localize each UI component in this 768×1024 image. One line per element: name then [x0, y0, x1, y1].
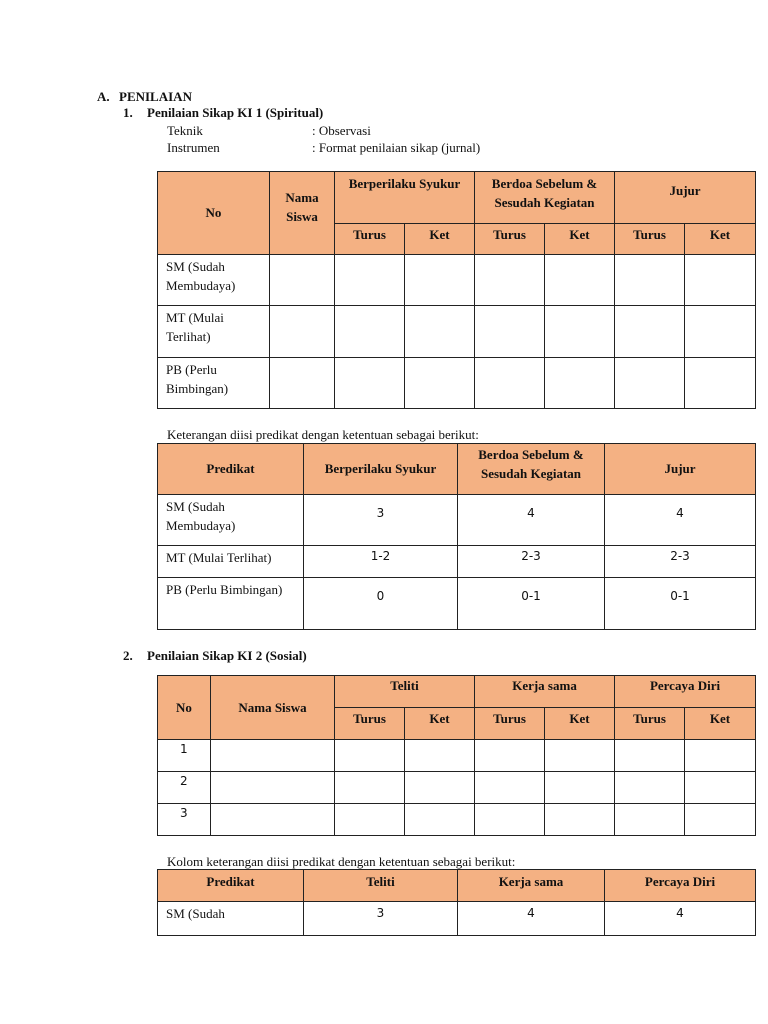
row-label: SM (Sudah [158, 902, 304, 936]
table-cell [545, 740, 615, 772]
header-ket: Ket [405, 708, 475, 740]
value-cell: 4 [458, 902, 605, 936]
header-ket: Ket [545, 708, 615, 740]
row-number: 3 [158, 804, 211, 836]
table-cell [685, 804, 756, 836]
row-label: SM (Sudah Membudaya) [158, 255, 270, 306]
table-cell [615, 306, 685, 358]
table-cell [405, 306, 475, 358]
table-row [158, 546, 756, 578]
header-berperilaku-syukur: Berperilaku Syukur [335, 172, 475, 224]
row-label: MT (Mulai Terlihat) [158, 546, 304, 578]
teknik-label: Teknik [167, 123, 203, 138]
table-cell [475, 772, 545, 804]
table-cell [335, 255, 405, 306]
table-row [158, 902, 756, 936]
table-cell [475, 306, 545, 358]
value-cell: 0-1 [458, 578, 605, 630]
table-cell [335, 306, 405, 358]
table-cell [405, 772, 475, 804]
table-row [158, 804, 756, 836]
note-keterangan-1: Keterangan diisi predikat dengan ketentuan sebagai berikut: [167, 427, 479, 442]
row-number: 1 [158, 740, 211, 772]
section-letter: A. [97, 89, 110, 104]
header-percaya-diri: Percaya Diri [615, 676, 756, 708]
row-label: PB (Perlu Bimbingan) [158, 358, 270, 409]
header-kerja-sama: Kerja sama [458, 870, 605, 902]
table-predikat-sosial [157, 869, 756, 936]
header-predikat: Predikat [158, 444, 304, 495]
instrumen-label: Instrumen [167, 140, 220, 155]
table-cell [475, 804, 545, 836]
header-ket: Ket [685, 224, 756, 255]
table-cell [685, 740, 756, 772]
table-cell [685, 358, 756, 409]
table-row [158, 495, 756, 546]
table-cell [211, 804, 335, 836]
table-cell [211, 740, 335, 772]
header-predikat: Predikat [158, 870, 304, 902]
table-cell [615, 255, 685, 306]
header-turus: Turus [475, 224, 545, 255]
table-cell [545, 772, 615, 804]
header-teliti: Teliti [335, 676, 475, 708]
header-turus: Turus [615, 224, 685, 255]
table-spiritual-journal [157, 171, 756, 409]
value-cell: 0-1 [605, 578, 756, 630]
table-cell [405, 740, 475, 772]
table-cell [211, 772, 335, 804]
value-cell: 1-2 [304, 546, 458, 578]
table-row [158, 306, 756, 358]
table-cell [685, 306, 756, 358]
value-cell: 3 [304, 495, 458, 546]
header-teliti: Teliti [304, 870, 458, 902]
header-ket: Ket [685, 708, 756, 740]
instrumen-value: : Format penilaian sikap (jurnal) [312, 140, 481, 155]
table-cell [335, 740, 405, 772]
note-keterangan-2: Kolom keterangan diisi predikat dengan ketentuan sebagai berikut: [167, 854, 516, 869]
value-cell: 4 [605, 902, 756, 936]
header-ket: Ket [405, 224, 475, 255]
table-row [158, 255, 756, 306]
table-cell [685, 772, 756, 804]
sub2-title: Penilaian Sikap KI 2 (Sosial) [147, 648, 307, 663]
header-no: No [158, 172, 270, 255]
header-turus: Turus [335, 708, 405, 740]
header-nama-siswa: Nama Siswa [211, 676, 335, 740]
table-row [158, 740, 756, 772]
header-turus: Turus [475, 708, 545, 740]
table-cell [545, 804, 615, 836]
value-cell: 4 [605, 495, 756, 546]
header-berdoa: Berdoa Sebelum & Sesudah Kegiatan [475, 172, 615, 224]
sub1-title: Penilaian Sikap KI 1 (Spiritual) [147, 105, 324, 120]
value-cell: 4 [458, 495, 605, 546]
table-cell [475, 740, 545, 772]
value-cell: 3 [304, 902, 458, 936]
table-cell [405, 804, 475, 836]
table-cell [270, 306, 335, 358]
table-row [158, 578, 756, 630]
header-nama-siswa: Nama Siswa [270, 172, 335, 255]
table-predikat-spiritual [157, 443, 756, 630]
header-jujur: Jujur [615, 172, 756, 224]
table-cell [615, 772, 685, 804]
table-cell [545, 255, 615, 306]
header-berdoa: Berdoa Sebelum & Sesudah Kegiatan [458, 444, 605, 495]
table-cell [405, 358, 475, 409]
header-kerja-sama: Kerja sama [475, 676, 615, 708]
table-cell [615, 358, 685, 409]
header-no: No [158, 676, 211, 740]
section-title: PENILAIAN [119, 89, 192, 104]
table-cell [475, 358, 545, 409]
table-cell [615, 804, 685, 836]
table-cell [685, 255, 756, 306]
row-label: PB (Perlu Bimbingan) [158, 578, 304, 630]
table-cell [270, 255, 335, 306]
value-cell: 2-3 [605, 546, 756, 578]
table-cell [475, 255, 545, 306]
table-row [158, 772, 756, 804]
row-number: 2 [158, 772, 211, 804]
teknik-value: : Observasi [312, 123, 371, 138]
row-label: MT (Mulai Terlihat) [158, 306, 270, 358]
header-jujur: Jujur [605, 444, 756, 495]
header-ket: Ket [545, 224, 615, 255]
value-cell: 0 [304, 578, 458, 630]
table-cell [335, 772, 405, 804]
table-cell [615, 740, 685, 772]
row-label: SM (Sudah Membudaya) [158, 495, 304, 546]
table-cell [335, 358, 405, 409]
value-cell: 2-3 [458, 546, 605, 578]
table-cell [270, 358, 335, 409]
header-turus: Turus [335, 224, 405, 255]
table-cell [405, 255, 475, 306]
table-cell [545, 358, 615, 409]
header-berperilaku-syukur: Berperilaku Syukur [304, 444, 458, 495]
sub1-number: 1. [123, 105, 133, 120]
sub2-number: 2. [123, 648, 133, 663]
table-sosial-journal [157, 675, 756, 836]
header-turus: Turus [615, 708, 685, 740]
table-cell [545, 306, 615, 358]
table-cell [335, 804, 405, 836]
header-percaya-diri: Percaya Diri [605, 870, 756, 902]
table-row [158, 358, 756, 409]
